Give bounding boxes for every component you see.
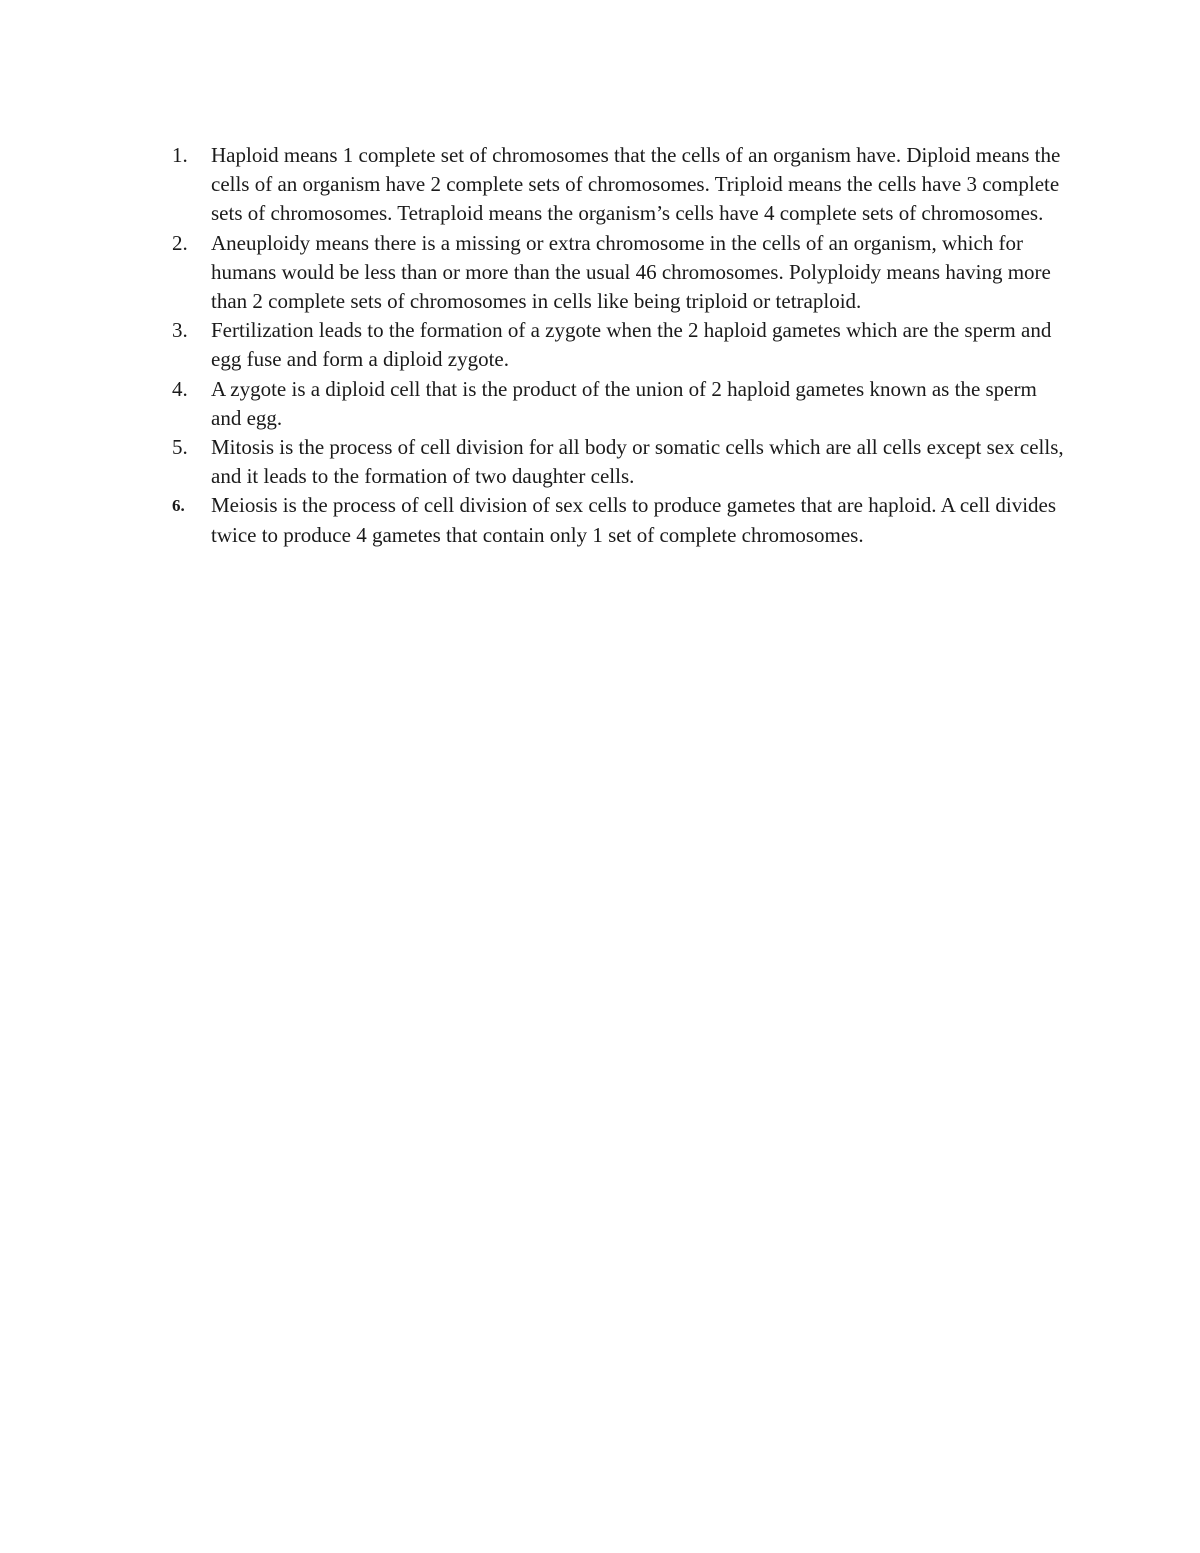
list-item: [172, 141, 1072, 229]
item-number: 5.: [172, 435, 188, 460]
item-text: Aneuploidy means there is a missing or extra chromosome in the cells of an organism, which for humans would be less than or more than the usual 46 chromosomes. Polyploidy means having more than 2 complete sets of chromosomes in cells like being triploid or tetraploid.: [211, 230, 1051, 314]
item-text: A zygote is a diploid cell that is the product of the union of 2 haploid gametes known as the sperm and egg.: [211, 376, 1037, 430]
item-number: 2.: [172, 230, 188, 255]
list-item: [172, 375, 1072, 433]
item-text: Meiosis is the process of cell division of sex cells to produce gametes that are haploid. A cell divides twice to produce 4 gametes that contain only 1 set of complete chromosomes.: [211, 493, 1057, 547]
item-number: 1.: [172, 143, 188, 167]
item-text: Mitosis is the process of cell division for all body or somatic cells which are all cells except sex cells, and it leads to the formation of two daughter cells.: [211, 435, 1064, 489]
item-number: 4.: [172, 376, 188, 401]
list-item: [172, 316, 1072, 374]
item-text: Fertilization leads to the formation of a zygote when the 2 haploid gametes which are the sperm and egg fuse and form a diploid zygote.: [211, 318, 1052, 372]
answer-list: [172, 141, 1072, 550]
item-text: Haploid means 1 complete set of chromosomes that the cells of an organism have. Diploid means the cells of an organism have 2 complete sets of chromosomes. Triploid means the cells have 3 complete sets of chromosomes. Tetraploid means the organism’s cells have 4 complete sets of chromosomes.: [211, 143, 1061, 226]
list-item: [172, 229, 1072, 317]
list-item: [172, 491, 1072, 549]
item-number: 6.: [172, 496, 185, 516]
item-number: 3.: [172, 318, 188, 343]
list-item: [172, 433, 1072, 491]
